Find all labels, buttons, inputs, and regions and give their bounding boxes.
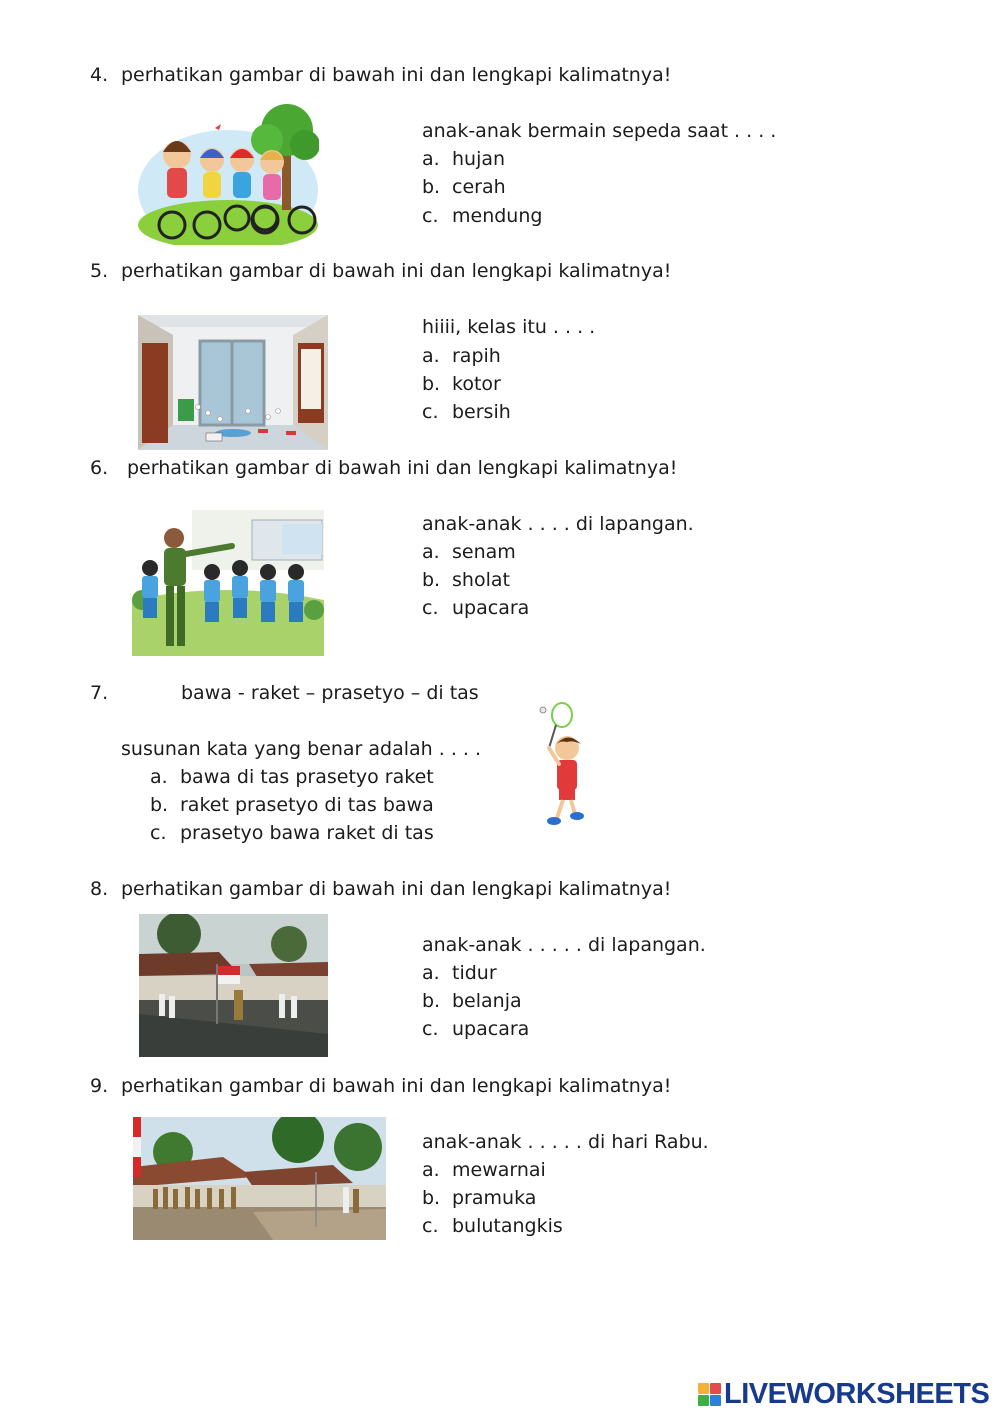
option-c[interactable]: [422, 207, 542, 226]
option-letter: a.: [422, 541, 440, 563]
option-text: senam: [452, 541, 516, 563]
scrambled-words: bawa - raket – prasetyo – di tas: [181, 682, 479, 704]
question-sentence: susunan kata yang benar adalah . . . .: [121, 738, 482, 760]
question-sentence: anak-anak bermain sepeda saat . . . .: [422, 120, 777, 142]
boy-with-badminton-racket-image: [537, 700, 597, 830]
option-letter: b.: [150, 794, 169, 816]
question-number: 5.: [90, 260, 109, 282]
logo-grid-icon: [698, 1383, 721, 1406]
option-letter: b.: [422, 990, 441, 1012]
option-letter: a.: [150, 766, 168, 788]
option-letter: a.: [422, 962, 440, 984]
option-letter: c.: [422, 1215, 439, 1237]
option-text: mendung: [452, 205, 543, 227]
messy-classroom-image: [138, 315, 328, 450]
children-exercising-image: [132, 510, 324, 656]
question-number: 7.: [90, 682, 109, 704]
option-c[interactable]: [422, 403, 511, 422]
option-text: hujan: [452, 148, 506, 170]
option-b[interactable]: [150, 796, 434, 815]
option-text: mewarnai: [452, 1159, 546, 1181]
flag-ceremony-photo: [139, 914, 328, 1057]
question-instruction: perhatikan gambar di bawah ini dan lengkapi kalimatnya!: [121, 260, 672, 282]
question-instruction: perhatikan gambar di bawah ini dan lengkapi kalimatnya!: [121, 64, 672, 86]
option-letter: b.: [422, 1187, 441, 1209]
option-text: bulutangkis: [452, 1215, 563, 1237]
option-b[interactable]: [422, 571, 510, 590]
option-letter: b.: [422, 373, 441, 395]
option-text: cerah: [452, 176, 506, 198]
option-letter: c.: [422, 401, 439, 423]
option-a[interactable]: [150, 768, 434, 787]
option-c[interactable]: [150, 824, 434, 843]
question-instruction: perhatikan gambar di bawah ini dan lengkapi kalimatnya!: [121, 878, 672, 900]
option-text: rapih: [452, 345, 501, 367]
option-text: upacara: [452, 1018, 530, 1040]
liveworksheets-logo: [698, 1378, 996, 1410]
question-instruction: perhatikan gambar di bawah ini dan lengkapi kalimatnya!: [121, 1075, 672, 1097]
option-text: belanja: [452, 990, 522, 1012]
option-letter: b.: [422, 569, 441, 591]
option-a[interactable]: [422, 1161, 546, 1180]
option-text: bersih: [452, 401, 511, 423]
scout-activity-photo: [133, 1117, 386, 1240]
option-letter: c.: [150, 822, 167, 844]
option-c[interactable]: [422, 599, 529, 618]
option-text: pramuka: [452, 1187, 537, 1209]
option-text: upacara: [452, 597, 530, 619]
question-sentence: anak-anak . . . . . di hari Rabu.: [422, 1131, 709, 1153]
question-number: 9.: [90, 1075, 109, 1097]
option-text: bawa di tas prasetyo raket: [180, 766, 434, 788]
option-text: prasetyo bawa raket di tas: [180, 822, 434, 844]
option-a[interactable]: [422, 347, 501, 366]
option-letter: a.: [422, 1159, 440, 1181]
option-b[interactable]: [422, 178, 506, 197]
option-letter: c.: [422, 597, 439, 619]
option-text: raket prasetyo di tas bawa: [180, 794, 434, 816]
children-riding-bicycles-image: [137, 100, 319, 245]
option-a[interactable]: [422, 964, 497, 983]
logo-brand-text: LIVEWORKSHEETS: [724, 1377, 990, 1410]
option-letter: b.: [422, 176, 441, 198]
question-number: 4.: [90, 64, 109, 86]
option-b[interactable]: [422, 1189, 536, 1208]
question-sentence: anak-anak . . . . . di lapangan.: [422, 934, 706, 956]
question-number: 8.: [90, 878, 109, 900]
option-a[interactable]: [422, 150, 505, 169]
option-c[interactable]: [422, 1020, 529, 1039]
option-letter: c.: [422, 205, 439, 227]
option-letter: a.: [422, 345, 440, 367]
question-instruction: perhatikan gambar di bawah ini dan lengkapi kalimatnya!: [127, 457, 678, 479]
question-sentence: anak-anak . . . . di lapangan.: [422, 513, 694, 535]
option-b[interactable]: [422, 992, 522, 1011]
option-a[interactable]: [422, 543, 516, 562]
option-text: sholat: [452, 569, 510, 591]
question-number: 6.: [90, 457, 109, 479]
option-b[interactable]: [422, 375, 501, 394]
option-text: tidur: [452, 962, 497, 984]
option-letter: c.: [422, 1018, 439, 1040]
option-text: kotor: [452, 373, 501, 395]
option-letter: a.: [422, 148, 440, 170]
option-c[interactable]: [422, 1217, 563, 1236]
question-sentence: hiiii, kelas itu . . . .: [422, 316, 596, 338]
